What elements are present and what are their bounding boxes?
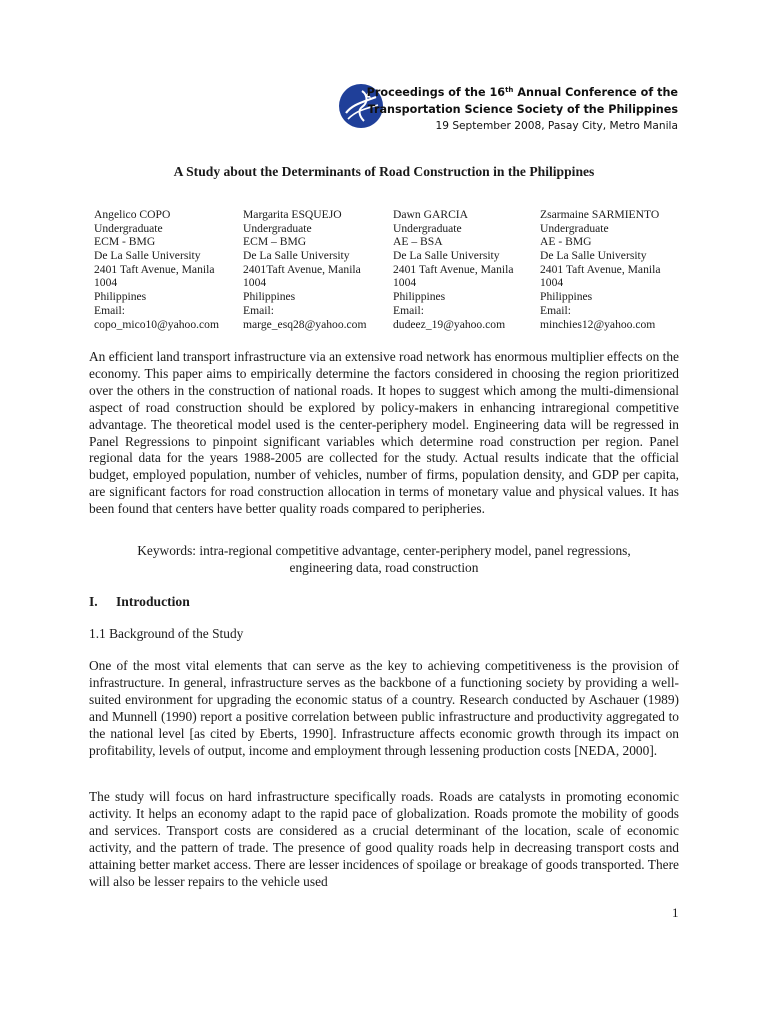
author-name: Margarita ESQUEJO xyxy=(243,208,342,221)
author-address: 2401 Taft Avenue, Manila xyxy=(94,262,215,276)
keywords-line-2: engineering data, road construction xyxy=(289,559,479,575)
author-university: De La Salle University xyxy=(393,249,500,263)
author-zip: 1004 xyxy=(540,276,564,290)
author-program: AE – BSA xyxy=(393,235,443,249)
author-address: 2401 Taft Avenue, Manila xyxy=(540,262,661,276)
author-zip: 1004 xyxy=(243,276,267,290)
section-title: Introduction xyxy=(116,594,190,609)
author-card xyxy=(243,208,366,331)
author-email-label: Email: xyxy=(540,303,571,317)
author-country: Philippines xyxy=(540,290,593,304)
author-zip: 1004 xyxy=(94,276,118,290)
author-program: ECM - BMG xyxy=(94,235,156,249)
section-number: I. xyxy=(89,594,98,609)
author-country: Philippines xyxy=(243,290,296,304)
author-email-label: Email: xyxy=(243,303,274,317)
author-address: 2401Taft Avenue, Manila xyxy=(243,262,361,276)
author-program: ECM – BMG xyxy=(243,235,307,249)
author-country: Philippines xyxy=(393,290,446,304)
author-level: Undergraduate xyxy=(243,221,312,235)
author-program: AE - BMG xyxy=(540,235,592,249)
author-zip: 1004 xyxy=(393,276,417,290)
author-name: Angelico COPO xyxy=(94,208,171,221)
page-number: 1 xyxy=(672,905,679,920)
author-card xyxy=(393,208,513,331)
author-name: Dawn GARCIA xyxy=(393,208,469,221)
author-university: De La Salle University xyxy=(94,249,201,263)
body-paragraph: One of the most vital elements that can serve as the key to achieving competitiveness is the provision of infrastructure. In general, infrastructure serves as the backbone of a functioning society by providing a well-suited environment for upgrading the economic status of a country. Research conducted by Aschauer (1989) and Munnell (1990) report a positive correlation between public infrastructure and productivity aggregated to the national level [as cited by Eberts, 1990]. Infrastructure affects economic growth through its impact on profitability, levels of output, income and employment through lessening production costs [NEDA, 2000]. xyxy=(89,658,679,758)
conference-line-2: Transportation Science Society of the Philippines xyxy=(367,103,678,116)
conference-date-location: 19 September 2008, Pasay City, Metro Manila xyxy=(435,120,678,132)
author-email: marge_esq28@yahoo.com xyxy=(243,317,367,331)
author-card xyxy=(94,208,219,331)
author-address: 2401 Taft Avenue, Manila xyxy=(393,262,514,276)
paper-title: A Study about the Determinants of Road Construction in the Philippines xyxy=(173,164,595,179)
author-email-label: Email: xyxy=(94,303,125,317)
conference-header xyxy=(367,84,678,135)
abstract-paragraph: An efficient land transport infrastructure via an extensive road network has enormous multiplier effects on the economy. This paper aims to empirically determine the factors considered in choosing the region prioritized over the others in the construction of national roads. It hopes to suggest which among the multi-dimensional aspect of road construction should be explored by policy-makers in enhancing intraregional competitive advantage. The theoretical model used is the center-periphery model. Engineering data will be regressed in Panel Regressions to pinpoint significant variables which determine road construction per region. Panel regional data for the years 1988-2005 are collected for the study. Actual results indicate that the official budget, employed population, number of vehicles, number of firms, population density, and GDP per capita, are significant factors for road construction allocation in terms of monetary value and physical values. It has been found that centers have better quality roads compared to peripheries. xyxy=(89,349,679,517)
author-level: Undergraduate xyxy=(94,221,163,235)
author-email-label: Email: xyxy=(393,303,424,317)
keywords-line-1: Keywords: intra-regional competitive advantage, center-periphery model, panel regressions, xyxy=(137,543,631,558)
conference-line-1: Proceedings of the 16th Annual Conference of the xyxy=(366,86,678,99)
author-email: minchies12@yahoo.com xyxy=(540,317,656,331)
author-name: Zsarmaine SARMIENTO xyxy=(540,208,660,221)
author-level: Undergraduate xyxy=(540,221,609,235)
subsection-heading: 1.1 Background of the Study xyxy=(89,626,244,641)
keywords xyxy=(89,543,679,577)
author-university: De La Salle University xyxy=(540,249,647,263)
body-paragraph: The study will focus on hard infrastructure specifically roads. Roads are catalysts in promoting economic activity. It helps an economy adapt to the rapid pace of globalization. Roads promote the mobility of goods and services. Transport costs are considered as a crucial determinant of the location, scale of economic activity, and the pattern of trade. The presence of good quality roads help in decreasing transport costs and attaining better market access. There are lesser incidences of spoilage or breakage of goods transported. There will also be lesser repairs to the vehicle used xyxy=(89,789,679,889)
author-email: copo_mico10@yahoo.com xyxy=(94,317,219,331)
author-university: De La Salle University xyxy=(243,249,350,263)
author-card xyxy=(540,208,660,331)
section-heading xyxy=(89,594,190,610)
author-country: Philippines xyxy=(94,290,147,304)
author-email: dudeez_19@yahoo.com xyxy=(393,317,506,331)
author-level: Undergraduate xyxy=(393,221,462,235)
